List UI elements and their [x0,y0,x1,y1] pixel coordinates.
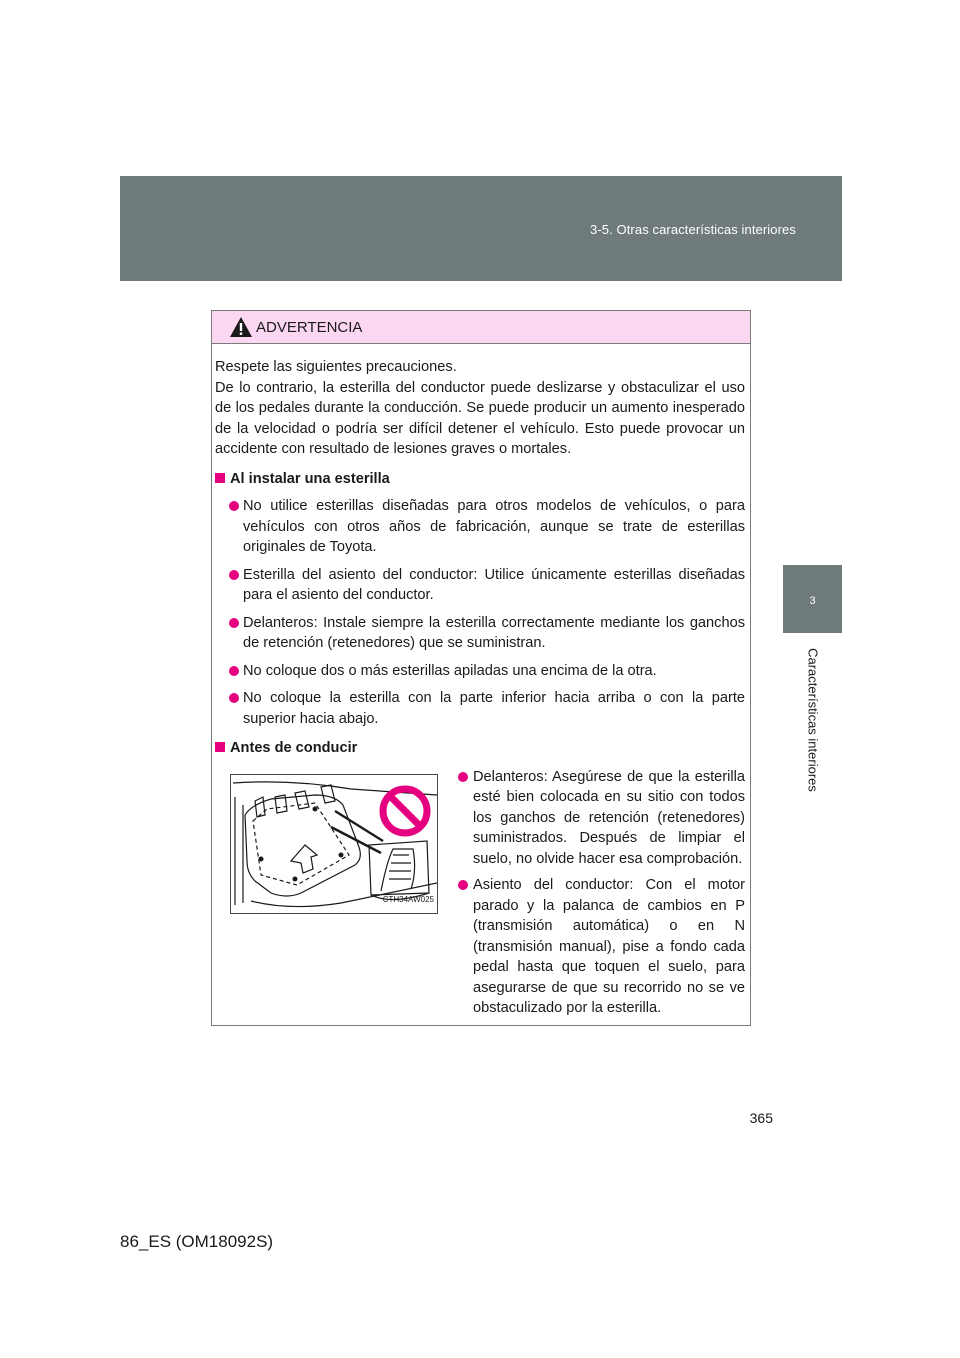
list-item [215,496,745,558]
round-bullet-icon [458,880,468,890]
list-item-text: Delanteros: Instale siempre la esterilla correctamente mediante los ganchos de retención (retenedores) que se suministran. [243,614,745,651]
list-item [456,767,745,870]
round-bullet-icon [229,501,239,511]
document-code: 86_ES (OM18092S) [120,1232,274,1251]
square-bullet-icon [215,473,225,483]
before-driving-content [215,759,745,1049]
list-item [215,613,745,654]
list-item-text: No coloque dos o más esterillas apiladas una encima de la otra. [243,662,657,679]
warning-body [215,357,745,1049]
list-item [456,875,745,1019]
round-bullet-icon [229,570,239,580]
round-bullet-icon [229,666,239,676]
section-heading-install [215,469,745,490]
chapter-label: Características interiores [805,648,821,792]
before-driving-list [456,761,745,1019]
list-item [215,661,745,682]
list-item-text: Asiento del conductor: Con el motor parado y la palanca de cambios en P (transmisión automática) o en N (transmisión manual), pise a fondo cada pedal hasta que toquen el suelo, para asegurarse de que su recorrido no se ve obstaculizado por la esterilla. [473,877,745,1016]
list-item [215,688,745,729]
intro-line-2: De lo contrario, la esterilla del conductor puede deslizarse y obstaculizar el uso de los pedales durante la conducción. Se puede producir un aumento inesperado de la velocidad o podría ser difícil detener el vehículo. Esto puede provocar un accidente con resultado de lesiones graves o mortales. [215,379,745,457]
warning-box [211,310,751,1026]
section-title: 3-5. Otras características interiores [590,222,796,237]
round-bullet-icon [229,618,239,628]
warning-header [212,311,750,344]
warning-title: ADVERTENCIA [256,319,363,336]
floor-mat-illustration [230,774,438,914]
section-heading-text: Al instalar una esterilla [230,470,390,487]
list-item-text: Delanteros: Asegúrese de que la esterilla esté bien colocada en su sitio con todos los ganchos de retención (retenedores) suministrados. Después de limpiar el suelo, no olvide hacer esa comprobación. [473,768,745,867]
header-band [120,176,842,281]
section-heading-before-driving [215,738,745,759]
section-heading-text: Antes de conducir [230,740,358,756]
warning-triangle-icon [229,316,253,338]
figure-code: CTH34AW025 [382,895,434,904]
list-item-text: Esterilla del asiento del conductor: Utilice únicamente esterillas diseñadas para el asiento del conductor. [243,566,745,603]
prohibited-icon [383,789,427,833]
list-item-text: No coloque la esterilla con la parte inferior hacia arriba o con la parte superior hacia abajo. [243,690,745,727]
list-item [215,565,745,606]
round-bullet-icon [229,693,239,703]
chapter-number: 3 [809,595,816,607]
square-bullet-icon [215,742,225,752]
intro-line-1: Respete las siguientes precauciones. [215,359,457,375]
page-number: 365 [749,1110,773,1126]
chapter-tab[interactable] [783,565,842,633]
list-item-text: No utilice esterillas diseñadas para otros modelos de vehículos, o para vehículos con otros años de fabricación, aunque se trate de esterillas originales de Toyota. [243,498,745,555]
warning-intro [215,357,745,460]
round-bullet-icon [458,772,468,782]
